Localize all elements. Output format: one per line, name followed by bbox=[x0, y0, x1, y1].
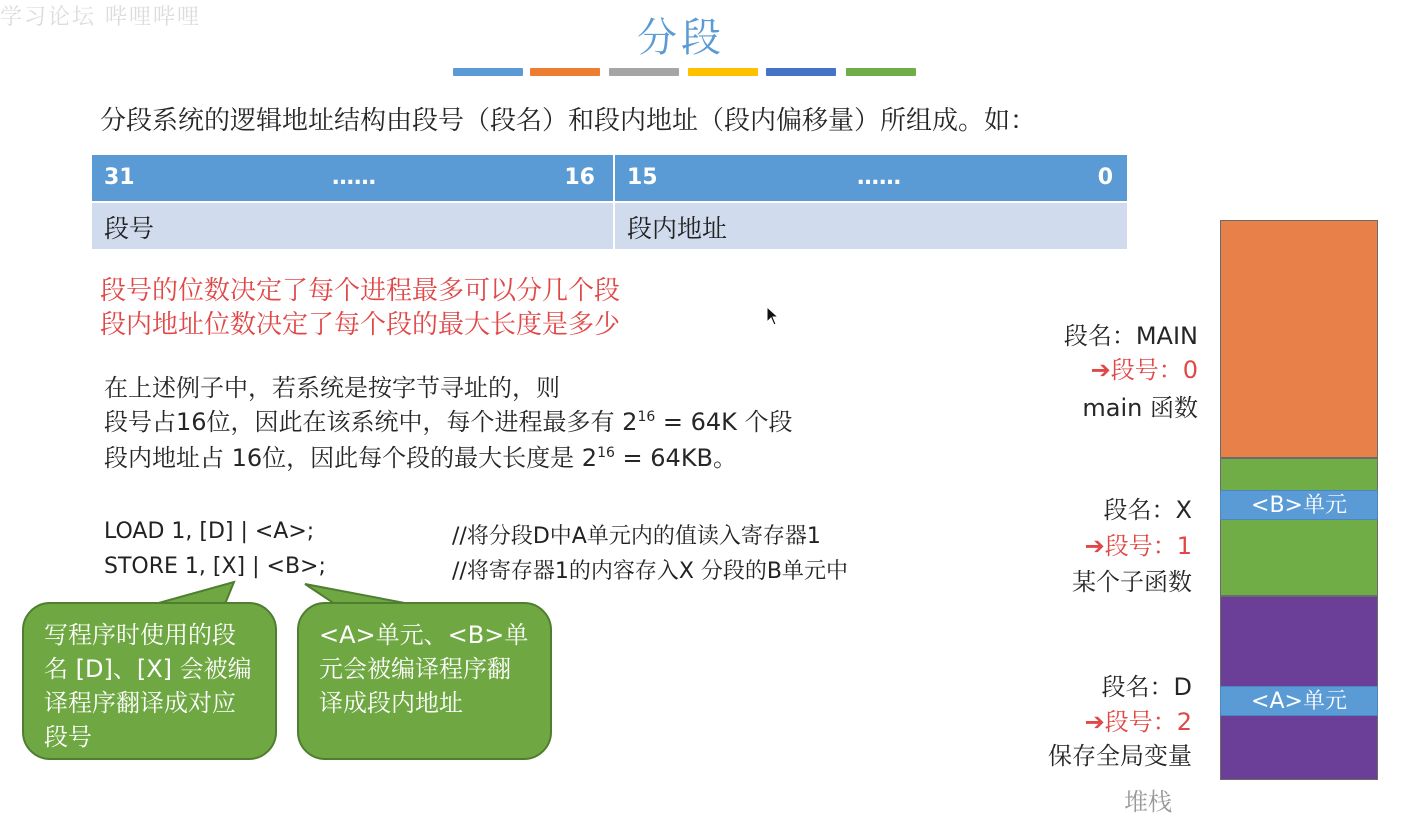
bit-0: 0 bbox=[1097, 165, 1113, 190]
cursor-icon bbox=[766, 306, 780, 326]
example-line-3: 段内地址占 16位，因此每个段的最大长度是 $2^{16} = 64KB$。 bbox=[104, 444, 738, 472]
segment-main-name: 段名：MAIN bbox=[1063, 322, 1198, 350]
bit-16: 16 bbox=[564, 165, 595, 190]
memory-unit-b: <B>单元 bbox=[1220, 490, 1378, 520]
segment-main-desc: main 函数 bbox=[1082, 394, 1198, 422]
segment-number-cell: 段号 bbox=[92, 203, 613, 249]
segment-stack-name-cut: 堆栈 bbox=[1124, 788, 1172, 816]
segment-x-desc: 某个子函数 bbox=[1072, 568, 1192, 596]
callout-unit-offset: <A>单元、<B>单元会被编译程序翻译成段内地址 bbox=[297, 602, 552, 760]
title-bar-5 bbox=[766, 68, 836, 76]
offset-bits-header bbox=[615, 155, 1127, 201]
note-segment-length: 段内地址位数决定了每个段的最大长度是多少 bbox=[100, 310, 621, 340]
watermark: 学习论坛 哔哩哔哩 bbox=[0, 5, 201, 30]
intro-text: 分段系统的逻辑地址结构由段号（段名）和段内地址（段内偏移量）所组成。如： bbox=[100, 106, 1037, 136]
memory-unit-a: <A>单元 bbox=[1220, 686, 1378, 716]
memory-block-x bbox=[1220, 458, 1378, 596]
bit-31: 31 bbox=[104, 165, 135, 190]
callout-segment-name: 写程序时使用的段名 [D]、[X] 会被编译程序翻译成对应段号 bbox=[22, 602, 277, 760]
slide-title: 分段 bbox=[637, 15, 725, 61]
title-bar-3 bbox=[609, 68, 679, 76]
code-store-comment: //将寄存器1的内容存入X 分段的B单元中 bbox=[452, 559, 848, 584]
segment-d-desc: 保存全局变量 bbox=[1048, 742, 1192, 770]
code-store-instruction: STORE 1, [X] | <B>; bbox=[104, 554, 326, 579]
code-load-comment: //将分段D中A单元内的值读入寄存器1 bbox=[452, 524, 821, 549]
title-bar-6 bbox=[846, 68, 916, 76]
code-load-instruction: LOAD 1, [D] | <A>; bbox=[104, 519, 315, 544]
title-bar-4 bbox=[688, 68, 758, 76]
segment-d-name: 段名：D bbox=[1101, 673, 1192, 701]
segment-main-number: ➔段号：0 bbox=[1090, 356, 1198, 384]
bit-dots: …… bbox=[857, 165, 901, 190]
note-segment-count: 段号的位数决定了每个进程最多可以分几个段 bbox=[100, 276, 621, 306]
memory-block-main bbox=[1220, 220, 1378, 458]
callout-pointers bbox=[0, 0, 600, 620]
example-line-2: 段号占16位，因此在该系统中，每个进程最多有 $2^{16} = 64K$ 个段 bbox=[104, 408, 793, 436]
bit-dots: …… bbox=[332, 165, 376, 190]
offset-cell: 段内地址 bbox=[615, 203, 1127, 249]
bit-15: 15 bbox=[627, 165, 658, 190]
segment-x-name: 段名：X bbox=[1103, 496, 1192, 524]
example-line-1: 在上述例子中，若系统是按字节寻址的，则 bbox=[104, 374, 560, 402]
segment-d-number: ➔段号：2 bbox=[1084, 708, 1192, 736]
segment-x-number: ➔段号：1 bbox=[1084, 532, 1192, 560]
